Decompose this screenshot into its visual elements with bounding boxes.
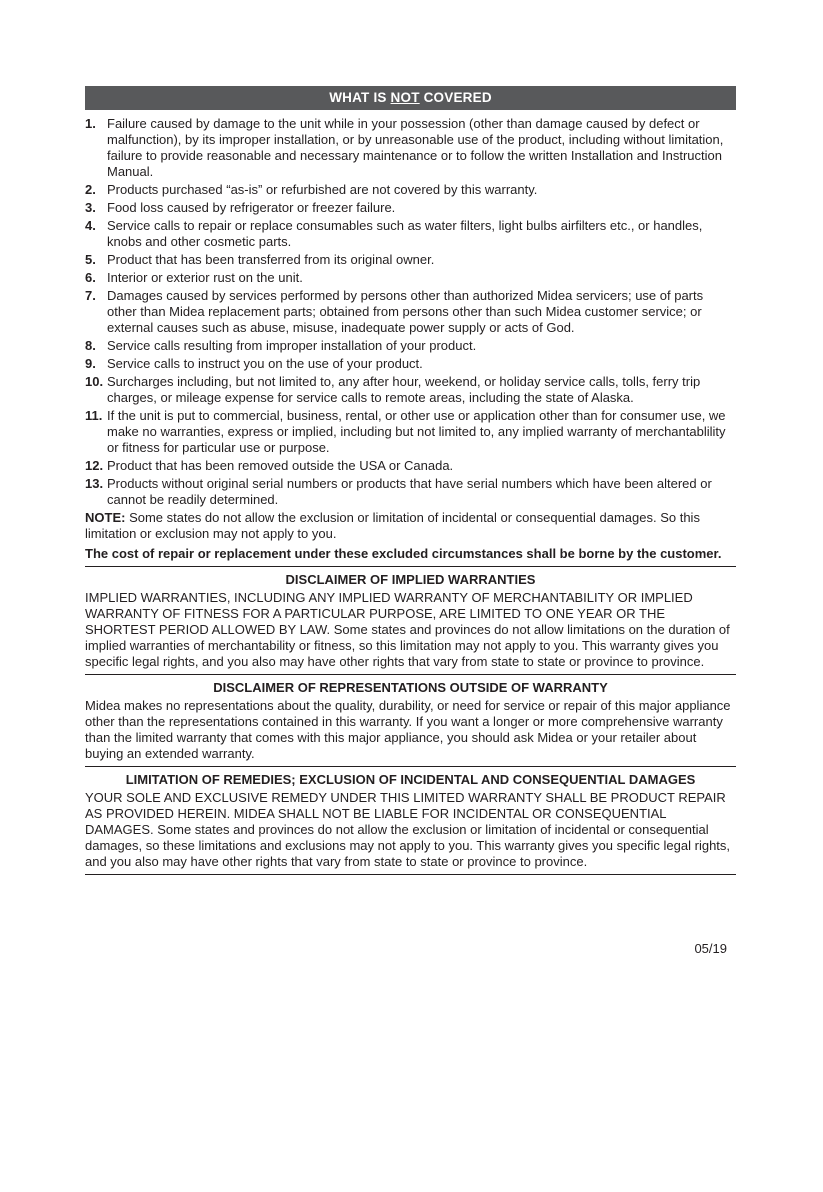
note-text: Some states do not allow the exclusion or limitation of incidental or consequential damages. So this limitation or exclusion may not apply to you. <box>85 510 700 541</box>
list-item <box>85 218 736 250</box>
date-code: 05/19 <box>694 941 727 956</box>
item-text: Product that has been removed outside the USA or Canada. <box>107 458 454 473</box>
divider <box>85 874 736 875</box>
item-number: 5. <box>85 252 96 267</box>
divider <box>85 766 736 767</box>
note-paragraph <box>85 510 736 542</box>
warranty-page <box>85 86 736 875</box>
section-title-representations: DISCLAIMER OF REPRESENTATIONS OUTSIDE OF WARRANTY <box>213 680 608 695</box>
item-number: 10. <box>85 374 104 389</box>
item-text: Products without original serial numbers or products that have serial numbers which have been altered or cannot be readily determined. <box>107 476 712 507</box>
list-item <box>85 374 736 406</box>
item-text: Surcharges including, but not limited to, any after hour, weekend, or holiday service calls, tolls, ferry trip charges, or mileage expense for service calls to remote areas, including the state of Alaska. <box>107 374 701 405</box>
item-number: 3. <box>85 200 96 215</box>
item-text: Damages caused by services performed by persons other than authorized Midea servicers; use of parts other than Midea replacement parts; obtained from persons other than such Midea customer service; or external causes such as abuse, misuse, inadequate power supply or acts of God. <box>107 288 704 335</box>
list-item <box>85 270 736 286</box>
item-text: Food loss caused by refrigerator or freezer failure. <box>107 200 396 215</box>
divider <box>85 674 736 675</box>
exclusions-list <box>85 116 736 508</box>
item-text: Service calls to instruct you on the use of your product. <box>107 356 423 371</box>
item-number: 4. <box>85 218 96 233</box>
list-item <box>85 458 736 474</box>
list-item <box>85 338 736 354</box>
list-item <box>85 356 736 372</box>
section-body-limitation-of-remedies: YOUR SOLE AND EXCLUSIVE REMEDY UNDER THIS LIMITED WARRANTY SHALL BE PRODUCT REPAIR AS PROVIDED HEREIN. MIDEA SHALL NOT BE LIABLE FOR INCIDENTAL OR CONSEQUENTIAL DAMAGES. Some states and provinces do not allow the exclusion or limitation of incidental or consequential damages, so these limitations and exclusions may not apply to you. This warranty gives you specific legal rights, and you also may have other rights that vary from state to state or province to province. <box>85 790 731 869</box>
note-label: NOTE: <box>85 510 126 525</box>
list-item <box>85 116 736 180</box>
item-number: 2. <box>85 182 96 197</box>
item-number: 8. <box>85 338 96 353</box>
item-text: If the unit is put to commercial, business, rental, or other use or application other than for consumer use, we make no warranties, express or implied, including but not limited to, any implied warranty of merchantablility or fitness for particular use or purpose. <box>107 408 726 455</box>
section-body-representations: Midea makes no representations about the quality, durability, or need for service or repair of this major appliance other than the representations contained in this warranty. If you want a longer or more comprehensive warranty than the limited warranty that comes with this major appliance, you should ask Midea or your retailer about buying an extended warranty. <box>85 698 731 761</box>
list-item <box>85 288 736 336</box>
item-number: 6. <box>85 270 96 285</box>
item-text: Interior or exterior rust on the unit. <box>107 270 303 285</box>
item-number: 12. <box>85 458 104 473</box>
item-number: 1. <box>85 116 96 131</box>
list-item <box>85 182 736 198</box>
item-number: 13. <box>85 476 104 491</box>
list-item <box>85 200 736 216</box>
item-number: 11. <box>85 408 103 423</box>
section-title-implied-warranties: DISCLAIMER OF IMPLIED WARRANTIES <box>285 572 536 587</box>
list-item <box>85 408 736 456</box>
item-text: Product that has been transferred from its original owner. <box>107 252 435 267</box>
item-text: Service calls resulting from improper installation of your product. <box>107 338 477 353</box>
section-body-implied-warranties: IMPLIED WARRANTIES, INCLUDING ANY IMPLIED WARRANTY OF MERCHANTABILITY OR IMPLIED WARRANTY OF FITNESS FOR A PARTICULAR PURPOSE, ARE LIMITED TO ONE YEAR OR THE SHORTEST PERIOD ALLOWED BY LAW. Some states and provinces do not allow limitations on the duration of implied warranties of merchantability or fitness, so this limitation may not apply to you. This warranty gives you specific legal rights, and you also may have other rights that vary from state to state or province to province. <box>85 590 730 669</box>
item-text: Failure caused by damage to the unit while in your possession (other than damage caused by defect or malfunction), by its improper installation, or by unreasonable use of the product, including without limitation, failure to provide reasonable and necessary maintenance or to follow the written Installation and Instruction Manual. <box>107 116 724 179</box>
list-item <box>85 476 736 508</box>
item-text: Service calls to repair or replace consumables such as water filters, light bulbs airfilters etc., or handles, knobs and other cosmetic parts. <box>107 218 703 249</box>
list-item <box>85 252 736 268</box>
item-text: Products purchased “as-is” or refurbished are not covered by this warranty. <box>107 182 538 197</box>
banner-underlined-word: NOT <box>390 90 420 105</box>
cost-statement: The cost of repair or replacement under these excluded circumstances shall be borne by the customer. <box>85 546 722 561</box>
item-number: 7. <box>85 288 96 303</box>
section-banner-not-covered <box>85 86 736 110</box>
item-number: 9. <box>85 356 96 371</box>
section-title-limitation-of-remedies: LIMITATION OF REMEDIES; EXCLUSION OF INCIDENTAL AND CONSEQUENTIAL DAMAGES <box>125 772 696 787</box>
divider <box>85 566 736 567</box>
banner-prefix: WHAT IS <box>329 90 391 105</box>
banner-suffix: COVERED <box>419 90 492 105</box>
